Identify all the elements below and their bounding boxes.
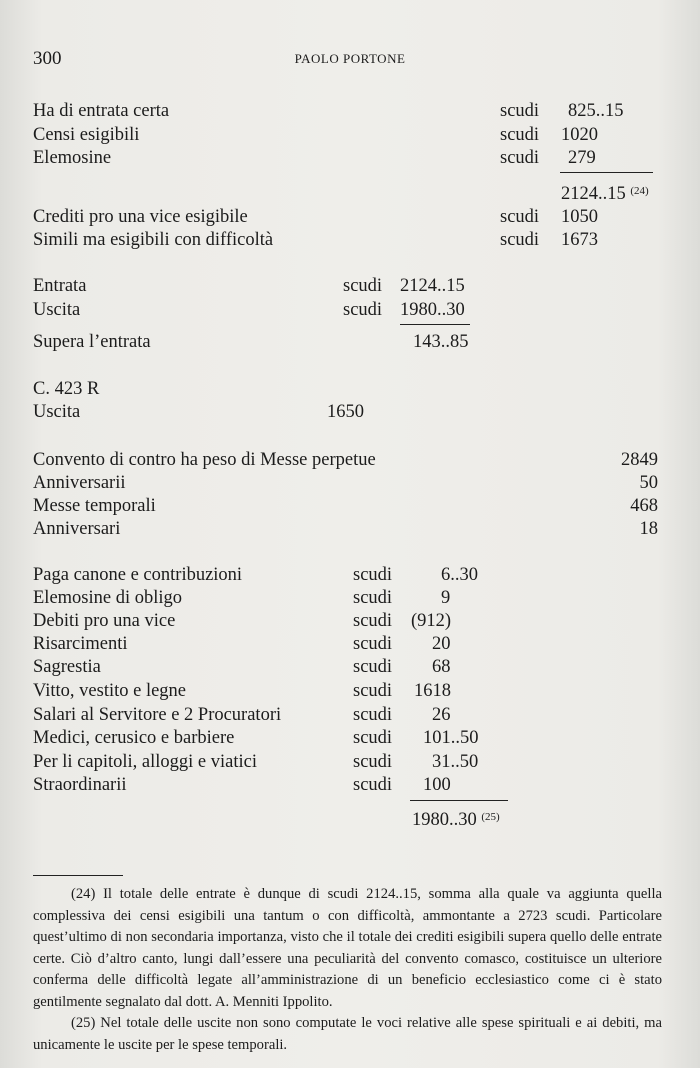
footnotes — [33, 884, 662, 1056]
income-row-value: 279 — [568, 148, 596, 168]
balance-row-unit: scudi — [343, 276, 383, 296]
credit-row-unit: scudi — [500, 207, 540, 227]
footnote-24: (24) Il totale delle entrate è dunque di scudi 2124..15, somma alla quale va aggiunta quella complessiva dei censi esigibili una tantum o con difficoltà, ammontante a 2723 scudi. Particolare quest’ultimo di non secondaria importanza, visto che il totale dei crediti esigibili supera quello delle entrate certe. Ciò d’altro canto, lungi dall’essere una peculiarità del convento comasco, costituisce un ulteriore conferma delle difficoltà legate all’amministrazione di un beneficio ecclesiastico come ci è stato gentilmente segnalato dal dott. A. Menniti Ippolito. — [33, 886, 662, 1010]
folio-reference: C. 423 R — [33, 379, 100, 399]
expense-row-value: 20 — [432, 634, 451, 654]
expense-row-unit: scudi — [353, 752, 393, 772]
expense-row-value: 26 — [432, 705, 451, 725]
income-row-unit: scudi — [500, 125, 540, 145]
masses-row-value: 18 — [639, 519, 658, 539]
expense-row-label: Risarcimenti — [33, 634, 128, 654]
credit-row-unit: scudi — [500, 230, 540, 250]
footnote-ref-24: (24) — [630, 185, 649, 197]
sum-rule — [400, 324, 470, 325]
c423-label: Uscita — [33, 402, 81, 422]
sum-rule — [560, 172, 653, 173]
expense-row-unit: scudi — [353, 565, 393, 585]
income-row-label: Elemosine — [33, 148, 112, 168]
expenses-total-value: 1980..30 — [412, 810, 477, 830]
masses-row-value: 2849 — [621, 450, 658, 470]
balance-row-label: Entrata — [33, 276, 87, 296]
masses-row-label: Convento di contro ha peso di Messe perpetue — [33, 450, 376, 470]
c423-value: 1650 — [327, 402, 364, 422]
expense-row-value: 9 — [441, 588, 451, 608]
expense-row-unit: scudi — [353, 657, 393, 677]
expense-row-unit: scudi — [353, 588, 393, 608]
page-number: 300 — [33, 48, 62, 69]
balance-row-value: 2124..15 — [400, 276, 465, 296]
expense-row-unit: scudi — [353, 681, 393, 701]
expense-row-label: Sagrestia — [33, 657, 101, 677]
running-head: PAOLO PORTONE — [294, 51, 406, 66]
footnote-ref-25: (25) — [481, 811, 500, 823]
expense-row-unit: scudi — [353, 634, 393, 654]
masses-row-value: 50 — [639, 473, 658, 493]
credit-row-value: 1050 — [561, 207, 598, 227]
expense-row-value: 6..30 — [441, 565, 478, 585]
footnote-separator — [33, 875, 123, 876]
expense-row-label: Salari al Servitore e 2 Procuratori — [33, 705, 282, 725]
expense-row-label: Medici, cerusico e barbiere — [33, 728, 235, 748]
expense-row-value: 101..50 — [423, 728, 479, 748]
expense-row-unit: scudi — [353, 728, 393, 748]
expense-row-value: 31..50 — [432, 752, 479, 772]
expense-row-label: Vitto, vestito e legne — [33, 681, 187, 701]
balance-row-label: Uscita — [33, 300, 81, 320]
expense-row-label: Per li capitoli, alloggi e viatici — [33, 752, 257, 772]
expense-row-value: 1618 — [414, 681, 451, 701]
masses-row-label: Anniversarii — [33, 473, 126, 493]
expense-row-label: Debiti pro una vice — [33, 611, 176, 631]
footnote-25: (25) Nel totale delle uscite non sono computate le voci relative alle spese spirituali e ai debiti, ma unicamente le uscite per le spese temporali. — [33, 1015, 662, 1053]
balance-result-label: Supera l’entrata — [33, 332, 151, 352]
expense-row-value: 100 — [423, 775, 451, 795]
expense-row-label: Paga canone e contribuzioni — [33, 565, 243, 585]
credit-row-label: Crediti pro una vice esigibile — [33, 207, 248, 227]
income-row-label: Ha di entrata certa — [33, 101, 170, 121]
income-row-unit: scudi — [500, 148, 540, 168]
income-row-label: Censi esigibili — [33, 125, 140, 145]
expense-row-unit: scudi — [353, 611, 393, 631]
balance-row-unit: scudi — [343, 300, 383, 320]
expense-row-label: Straordinarii — [33, 775, 127, 795]
expenses-total — [412, 806, 500, 831]
income-row-unit: scudi — [500, 101, 540, 121]
balance-result-value: 143..85 — [413, 332, 469, 352]
expense-row-label: Elemosine di obligo — [33, 588, 183, 608]
masses-row-value: 468 — [630, 496, 658, 516]
income-total — [561, 180, 649, 205]
income-row-value: 825..15 — [568, 101, 624, 121]
income-total-value: 2124..15 — [561, 184, 626, 204]
masses-row-label: Messe temporali — [33, 496, 156, 516]
expense-row-value: 68 — [432, 657, 451, 677]
sum-rule — [410, 800, 508, 801]
credit-row-value: 1673 — [561, 230, 598, 250]
balance-row-value: 1980..30 — [400, 300, 465, 320]
income-row-value: 1020 — [561, 125, 598, 145]
expense-row-value: (912) — [411, 611, 452, 631]
expense-row-unit: scudi — [353, 775, 393, 795]
masses-row-label: Anniversari — [33, 519, 121, 539]
expense-row-unit: scudi — [353, 705, 393, 725]
credit-row-label: Simili ma esigibili con difficoltà — [33, 230, 274, 250]
